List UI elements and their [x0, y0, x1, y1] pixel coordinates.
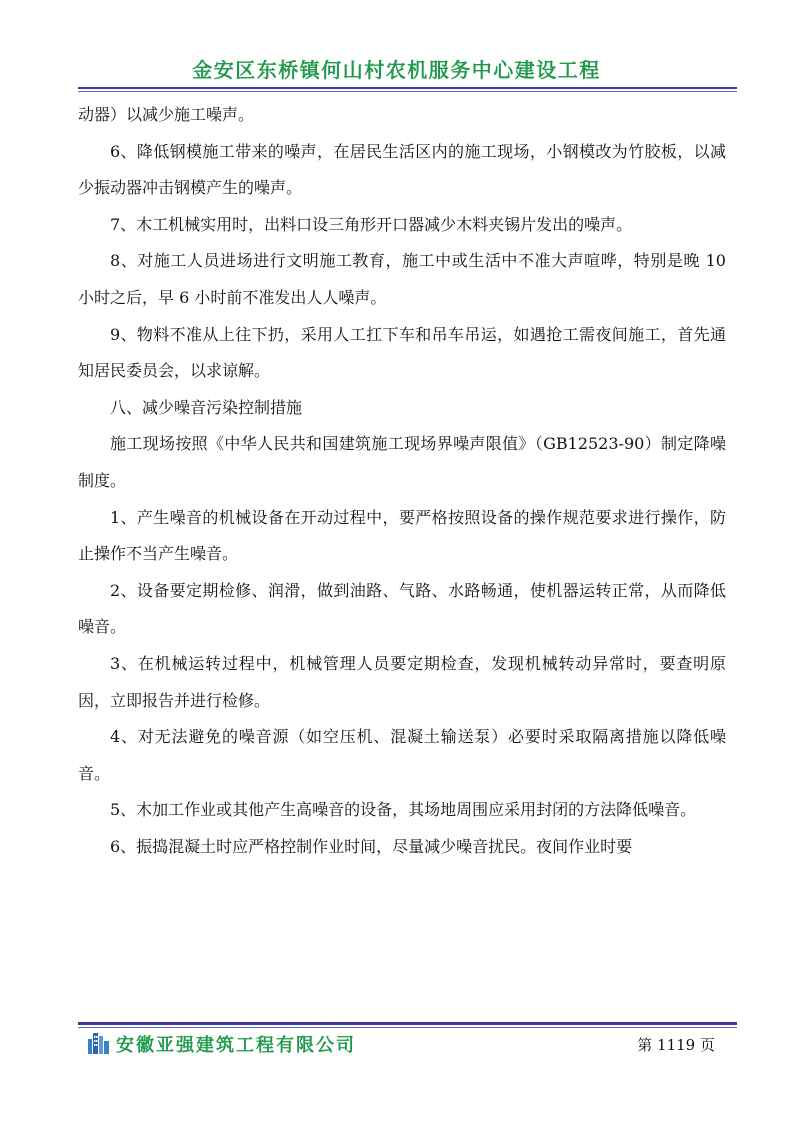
- building-logo-icon: [86, 1030, 112, 1058]
- document-body: [78, 97, 726, 865]
- paragraph: 6、振捣混凝土时应严格控制作业时间，尽量减少噪音扰民。夜间作业时要: [110, 836, 633, 856]
- paragraph: 7、木工机械实用时，出料口设三角形开口器减少木料夹锡片发出的噪声。: [110, 214, 633, 234]
- paragraph: 4、对无法避免的噪音源（如空压机、混凝土输送泵）必要时采取隔离措施以降低噪音。: [78, 727, 726, 783]
- paragraph: 施工现场按照《中华人民共和国建筑施工现场界噪声限值》（GB12523-90）制定降噪制度。: [78, 434, 726, 490]
- paragraph: 9、物料不准从上往下扔，采用人工扛下车和吊车吊运，如遇抢工需夜间施工，首先通知居民委员会，以求谅解。: [78, 324, 726, 381]
- paragraph: 3、在机械运转过程中，机械管理人员要定期检查，发现机械转动异常时，要查明原因，立即报告并进行检修。: [78, 653, 726, 710]
- footer-divider: [78, 1022, 737, 1025]
- paragraph: 八、减少噪音污染控制措施: [110, 397, 303, 417]
- paragraph: 8、对施工人员进场进行文明施工教育，施工中或生活中不准大声喧哗，特别是晚 10 小时之后，早 6 小时前不准发出人人噪声。: [78, 251, 726, 307]
- page-header-title: 金安区东桥镇何山村农机服务中心建设工程: [192, 58, 601, 82]
- header-divider-thin: [78, 91, 737, 92]
- paragraph: 5、木加工作业或其他产生高噪音的设备，其场地周围应采用封闭的方法降低噪音。: [110, 800, 697, 820]
- header-divider: [78, 87, 737, 89]
- page-number: 第 1119 页: [637, 1036, 715, 1054]
- footer-divider-thin: [78, 1027, 737, 1028]
- footer-company: [86, 1030, 356, 1058]
- paragraph: 6、降低钢模施工带来的噪声，在居民生活区内的施工现场，小钢模改为竹胶板，以减少振动器冲击钢模产生的噪声。: [78, 141, 726, 198]
- paragraph: 动器）以减少施工噪声。: [78, 105, 255, 124]
- paragraph: 2、设备要定期检修、润滑，做到油路、气路、水路畅通，使机器运转正常，从而降低噪音。: [78, 580, 726, 637]
- footer-company-name: 安徽亚强建筑工程有限公司: [116, 1035, 356, 1056]
- paragraph: 1、产生噪音的机械设备在开动过程中，要严格按照设备的操作规范要求进行操作，防止操作不当产生噪音。: [78, 507, 726, 564]
